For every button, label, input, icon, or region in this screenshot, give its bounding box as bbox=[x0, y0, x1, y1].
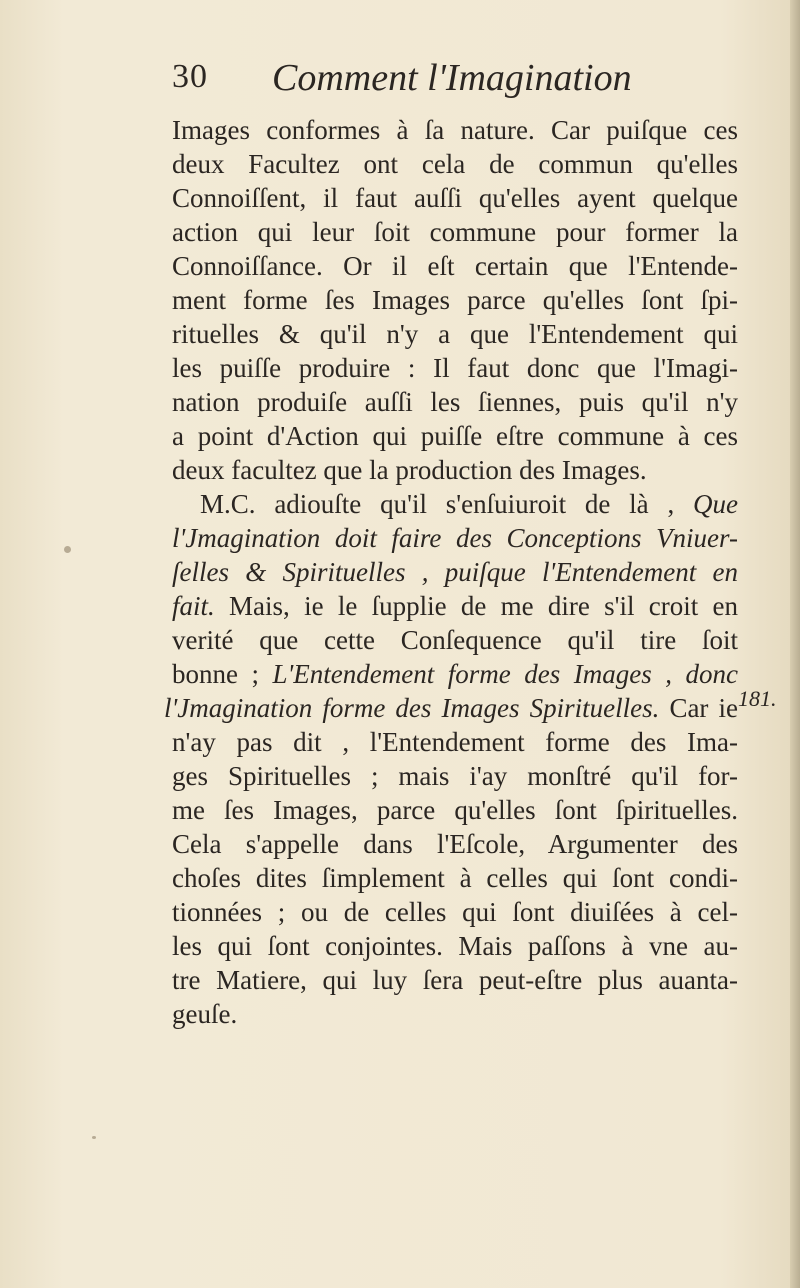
italic-run: Que bbox=[693, 489, 738, 519]
ink-speck bbox=[64, 546, 71, 553]
text-line: ges Spirituelles ; mais i'ay monſtré qu'il for- bbox=[172, 761, 738, 791]
text-line: les puiſſe produire : Il faut donc que l'Imagi- bbox=[172, 353, 738, 383]
text-line: tionnées ; ou de celles qui ſont diuiſées à cel- bbox=[172, 897, 738, 927]
ink-speck bbox=[92, 1136, 96, 1139]
text-line: Cela s'appelle dans l'Eſcole, Argumenter des bbox=[172, 829, 738, 859]
text-line: deux Facultez ont cela de commun qu'elles bbox=[172, 149, 738, 179]
text-line: me ſes Images, parce qu'elles ſont ſpirituelles. bbox=[172, 795, 738, 825]
text-run: Mais, ie le ſupplie de me dire s'il croit en bbox=[229, 591, 738, 621]
italic-run: l'Jmagination forme des Images Spirituelles. bbox=[164, 693, 660, 723]
text-line: ſelles & Spirituelles , puiſque l'Entendement en bbox=[172, 557, 738, 587]
text-run: M.C. adiouſte qu'il s'enſuiuroit de là , bbox=[200, 489, 675, 519]
text-line: verité que cette Conſequence qu'il tire ſoit bbox=[172, 625, 738, 655]
text-line: a point d'Action qui puiſſe eſtre commune à ces bbox=[172, 421, 738, 451]
text-line: Connoiſſent, il faut auſſi qu'elles ayent quelque bbox=[172, 183, 738, 213]
text-line: ment forme ſes Images parce qu'elles ſont ſpi- bbox=[172, 285, 738, 315]
text-run: Car ie bbox=[669, 693, 738, 723]
running-title: Comment l'Imagination bbox=[272, 57, 632, 99]
text-line: deux facultez que la production des Images. bbox=[172, 455, 647, 485]
text-line bbox=[164, 691, 738, 725]
text-run: bonne ; bbox=[172, 659, 259, 689]
text-line: nation produiſe auſſi les ſiennes, puis qu'il n'y bbox=[172, 387, 738, 417]
text-line: action qui leur ſoit commune pour former la bbox=[172, 217, 738, 247]
text-line: geuſe. bbox=[172, 999, 238, 1029]
text-line: l'Jmagination doit faire des Conceptions Vniuer- bbox=[172, 523, 738, 553]
text-line: Images conformes à ſa nature. Car puiſque ces bbox=[172, 115, 738, 145]
body-text bbox=[164, 113, 738, 1031]
italic-run: fait. bbox=[172, 591, 215, 621]
italic-run: L'Entendement forme des Images , donc bbox=[272, 659, 738, 689]
text-line: rituelles & qu'il n'y a que l'Entendement qui bbox=[172, 319, 738, 349]
page-edge bbox=[790, 0, 800, 1288]
text-line: Connoiſſance. Or il eſt certain que l'Entende- bbox=[172, 251, 738, 281]
text-line bbox=[172, 657, 738, 691]
text-line bbox=[172, 487, 738, 521]
text-line: les qui ſont conjointes. Mais paſſons à vne au- bbox=[172, 931, 738, 961]
text-line bbox=[172, 589, 738, 623]
marginal-note: 181. bbox=[738, 686, 777, 711]
text-line: n'ay pas dit , l'Entendement forme des Ima- bbox=[172, 727, 738, 757]
text-line: choſes dites ſimplement à celles qui ſont condi- bbox=[172, 863, 738, 893]
page-number: 30 bbox=[172, 58, 208, 95]
text-line: tre Matiere, qui luy ſera peut-eſtre plus auanta- bbox=[172, 965, 738, 995]
